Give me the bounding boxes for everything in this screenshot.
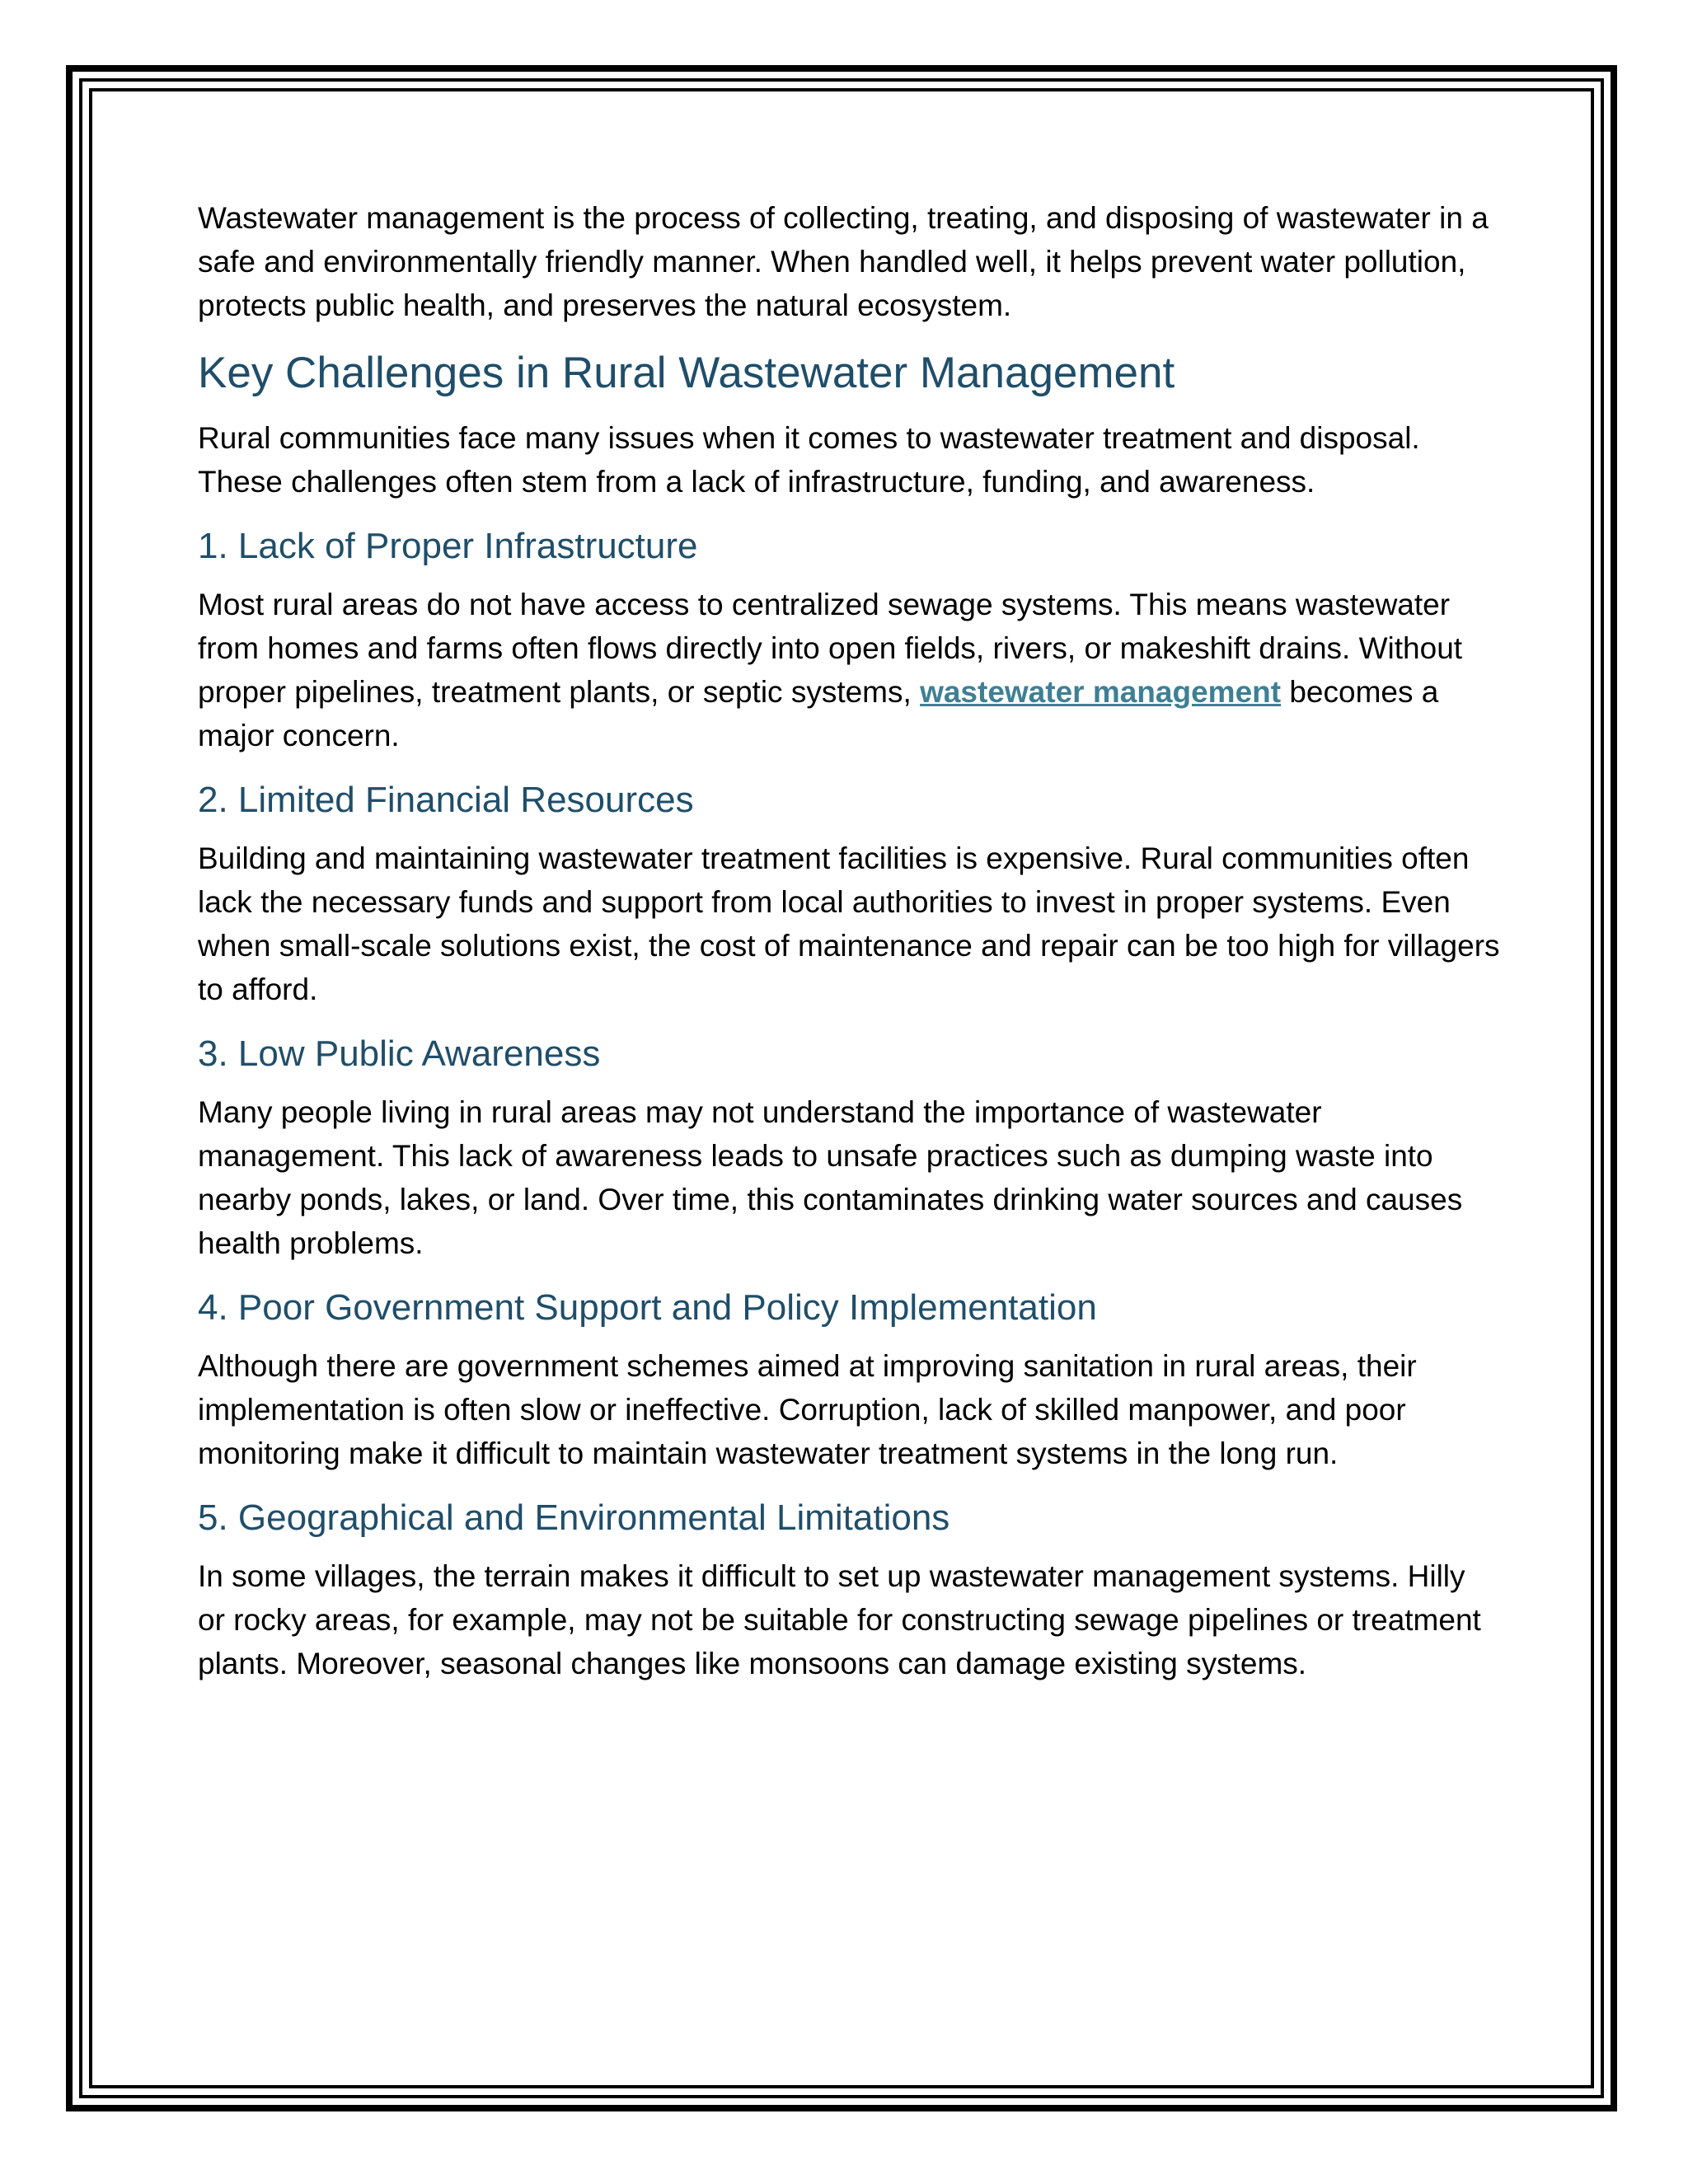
section-heading-awareness: 3. Low Public Awareness: [198, 1033, 601, 1074]
section-paragraph-geographical: In some villages, the terrain makes it difficult to set up wastewater management systems. Hilly or rocky areas, for example, may not be suitable for constructing sewage pipelines or treatment plants. Moreover, seasonal changes like monsoons can damage existing systems.: [198, 1559, 1481, 1680]
section-heading-government: 4. Poor Government Support and Policy Implementation: [198, 1287, 1097, 1328]
paragraph-text: Most rural areas do not have access to centralized sewage systems. This means wastewater from homes and farms often flows directly into open fields, rivers, or makeshift drains. Without proper pipelines, treatment plants, or septic systems,: [198, 588, 1463, 709]
wastewater-management-link[interactable]: wastewater management: [920, 675, 1282, 709]
section-paragraph-financial: Building and maintaining wastewater treatment facilities is expensive. Rural communities often lack the necessary funds and support from local authorities to invest in proper systems. Even when small-scale solutions exist, the cost of maintenance and repair can be too high for villagers to afford.: [198, 841, 1500, 1006]
section-heading-financial: 2. Limited Financial Resources: [198, 780, 694, 820]
paragraph-text: becomes a major concern.: [198, 675, 1439, 752]
intro-paragraph: Wastewater management is the process of collecting, treating, and disposing of wastewater in a safe and environmentally friendly manner. When handled well, it helps prevent water pollution, protects public health, and preserves the natural ecosystem.: [198, 201, 1489, 322]
main-heading: Key Challenges in Rural Wastewater Management: [198, 349, 1175, 397]
section-paragraph-government: Although there are government schemes aimed at improving sanitation in rural areas, their implementation is often slow or ineffective. Corruption, lack of skilled manpower, and poor monitoring make it difficult to maintain wastewater treatment systems in the long run.: [198, 1349, 1417, 1470]
section-heading-geographical: 5. Geographical and Environmental Limitations: [198, 1497, 950, 1538]
section-heading-infrastructure: 1. Lack of Proper Infrastructure: [198, 526, 698, 566]
main-intro-paragraph: Rural communities face many issues when it comes to wastewater treatment and disposal. These challenges often stem from a lack of infrastructure, funding, and awareness.: [198, 421, 1420, 499]
document-content: [198, 196, 1500, 1705]
section-paragraph-infrastructure: [198, 583, 1500, 757]
section-paragraph-awareness: Many people living in rural areas may not understand the importance of wastewater management. This lack of awareness leads to unsafe practices such as dumping waste into nearby ponds, lakes, or land. Over time, this contaminates drinking water sources and causes health problems.: [198, 1095, 1463, 1260]
